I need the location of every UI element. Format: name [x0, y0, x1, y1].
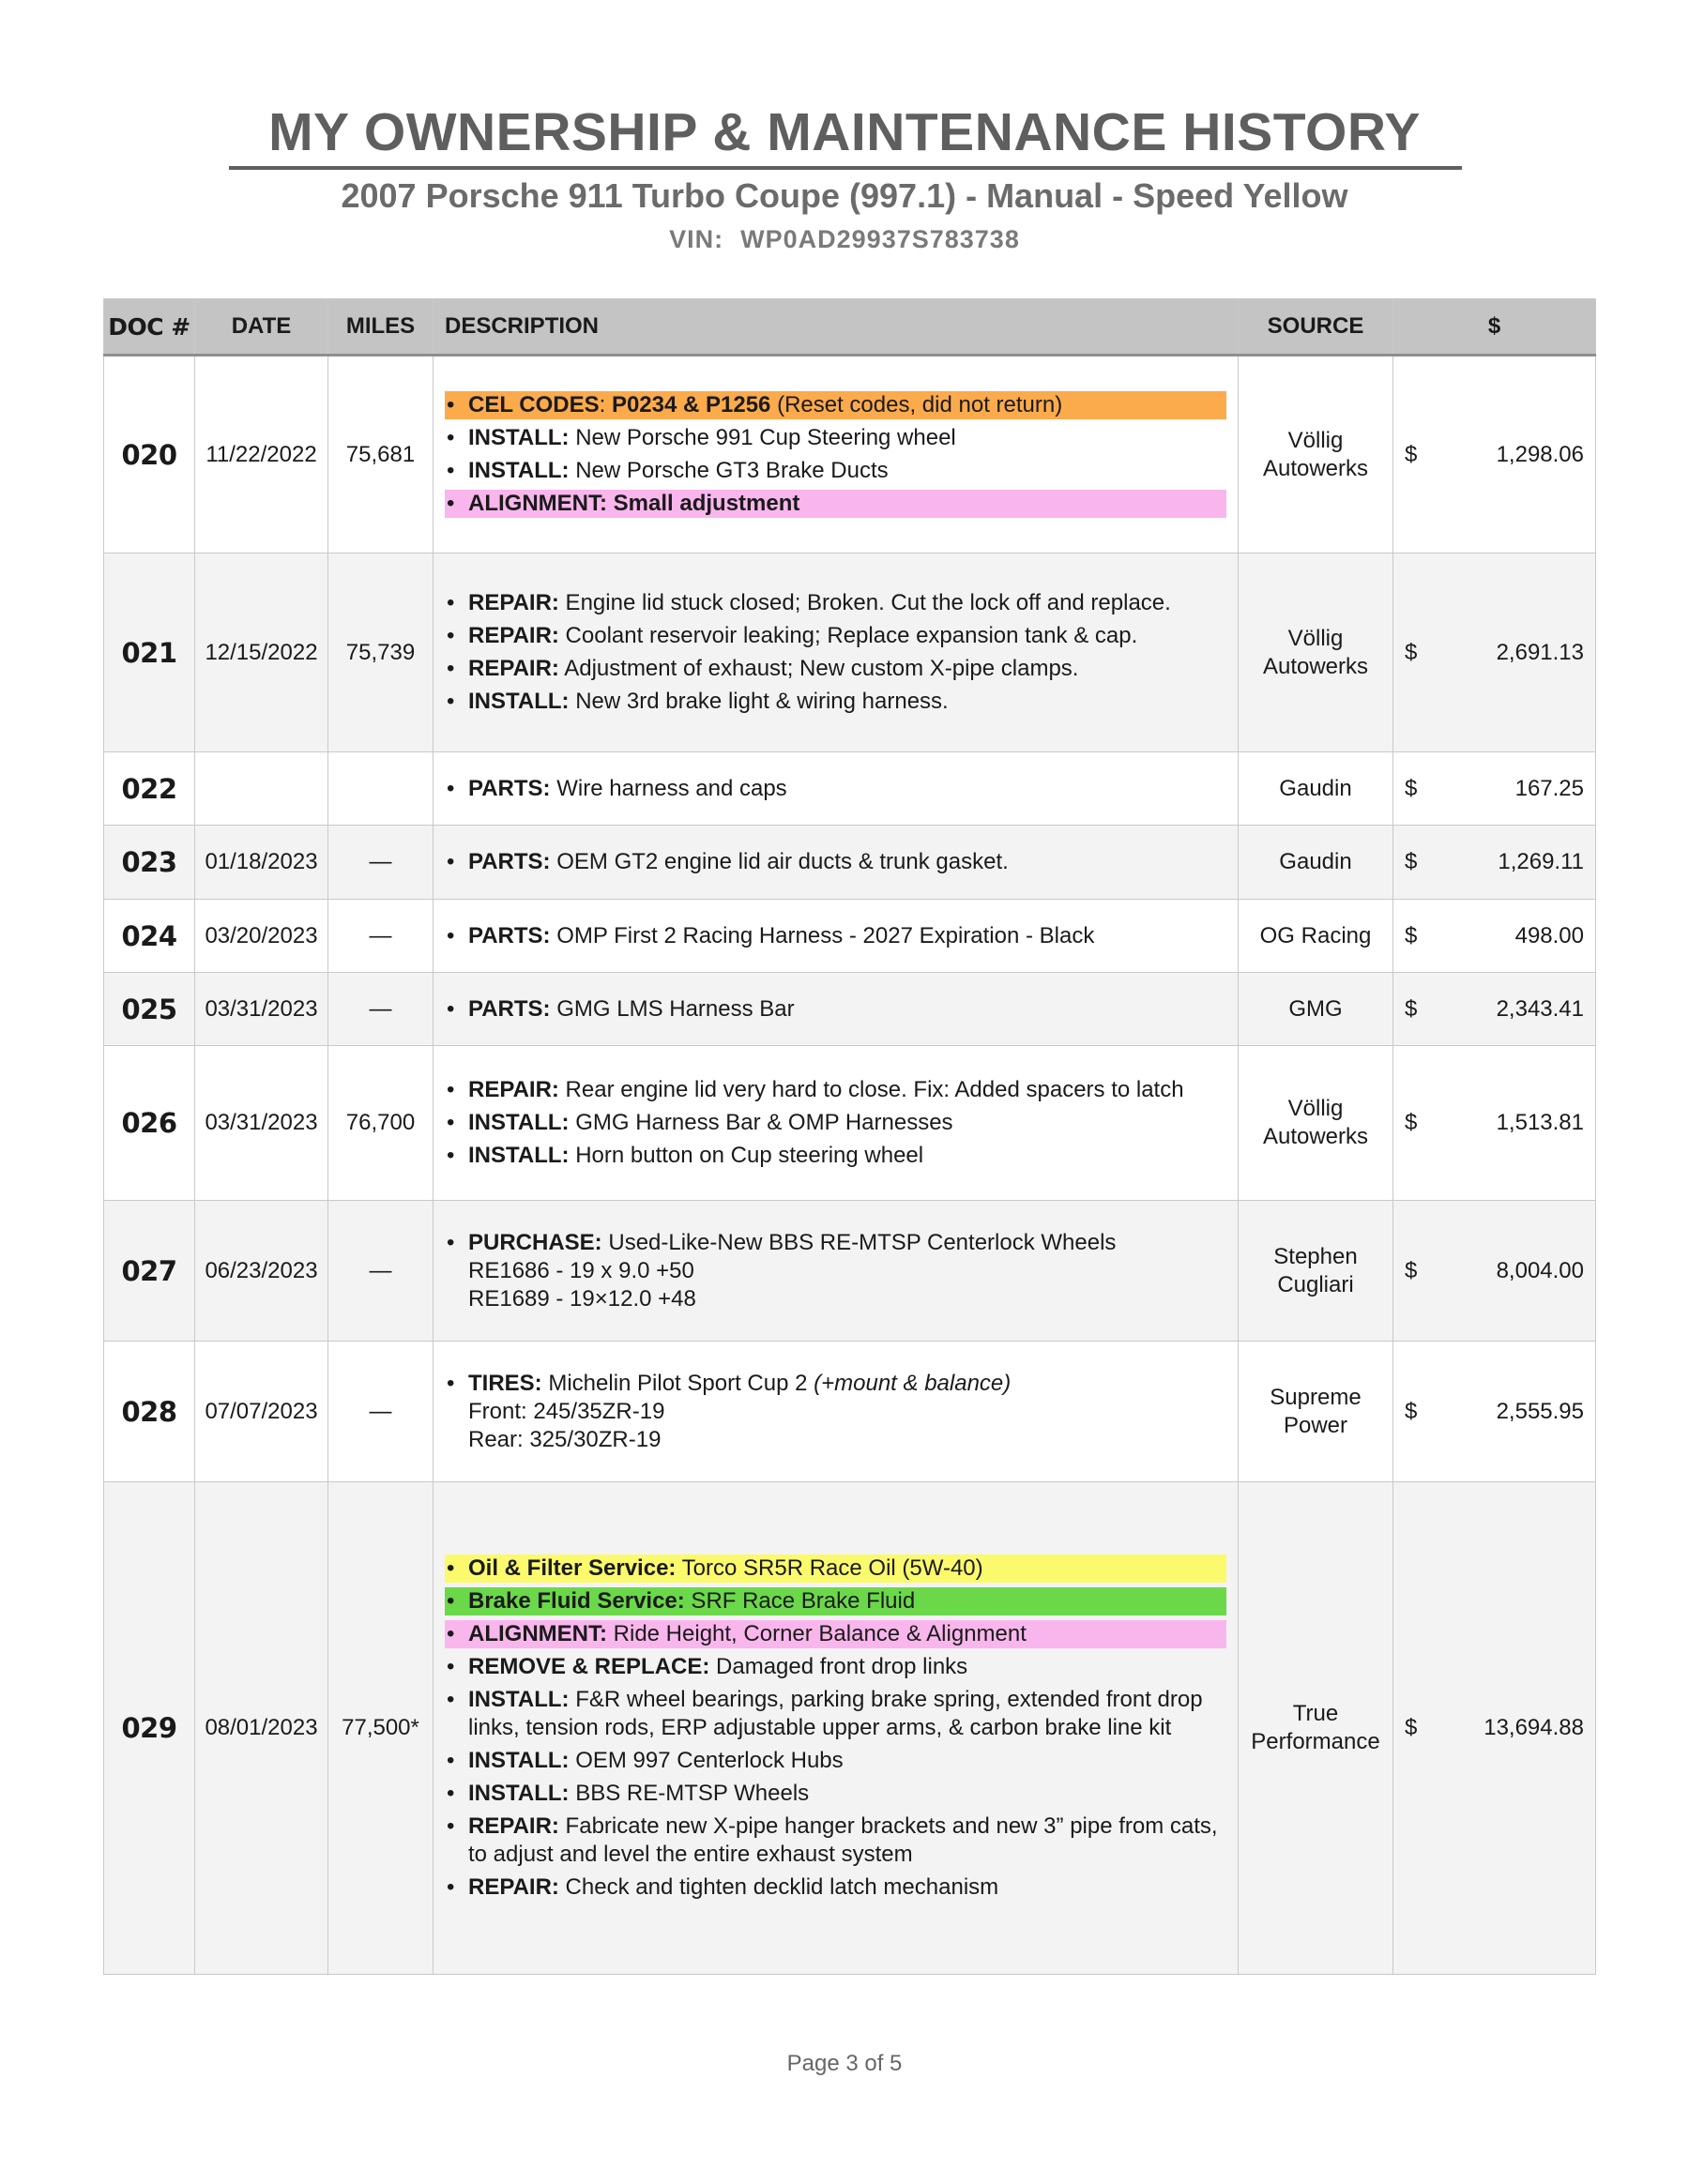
- item-label: PARTS:: [468, 775, 551, 801]
- description-item: [445, 1780, 1226, 1808]
- item-label: INSTALL:: [468, 458, 570, 483]
- currency-symbol: $: [1405, 922, 1418, 948]
- item-note: (Reset codes, did not return): [770, 392, 1063, 417]
- description-cell: [434, 900, 1239, 973]
- item-label: REMOVE & REPLACE:: [468, 1654, 710, 1679]
- item-continuation: Rear: 325/30ZR-19: [468, 1426, 662, 1452]
- item-text: New 3rd brake light & wiring harness.: [569, 689, 949, 714]
- amount-value: 8,004.00: [1496, 1257, 1584, 1283]
- description-item: [445, 922, 1226, 950]
- page-title: MY OWNERSHIP & MAINTENANCE HISTORY: [268, 102, 1421, 162]
- table-body: [104, 356, 1596, 1975]
- amount: [1405, 1110, 1584, 1136]
- service-date: 12/15/2022: [195, 554, 328, 752]
- doc-number: 025: [104, 973, 195, 1046]
- column-header-doc: DOC #: [104, 299, 195, 356]
- source-name: Performance: [1251, 1729, 1380, 1754]
- source-name: Völlig: [1287, 1096, 1344, 1121]
- currency-symbol: $: [1405, 1715, 1418, 1740]
- amount-value: 1,298.06: [1496, 441, 1584, 467]
- item-text: Damaged front drop links: [709, 1654, 968, 1679]
- odometer-miles: —: [328, 826, 434, 900]
- description-item: [445, 655, 1226, 683]
- item-label: Oil & Filter Service:: [468, 1555, 677, 1581]
- amount-value: 2,691.13: [1496, 639, 1584, 665]
- source-cell: [1239, 1342, 1393, 1482]
- item-label: INSTALL:: [468, 1781, 570, 1806]
- description-list: [445, 1370, 1226, 1454]
- item-label: PARTS:: [468, 922, 551, 948]
- vin-line: [0, 225, 1689, 254]
- doc-number: 023: [104, 826, 195, 900]
- item-text: Check and tighten decklid latch mechanism: [558, 1874, 999, 1900]
- amount: [1405, 996, 1584, 1023]
- item-text: Horn button on Cup steering wheel: [569, 1143, 924, 1168]
- description-item: [445, 775, 1226, 803]
- service-date: 07/07/2023: [195, 1342, 328, 1482]
- source-name: GMG: [1288, 995, 1343, 1022]
- doc-number: 024: [104, 900, 195, 973]
- description-item: [445, 1587, 1226, 1615]
- item-text: GMG LMS Harness Bar: [550, 995, 795, 1022]
- currency-symbol: $: [1405, 1257, 1418, 1283]
- description-item: [445, 1229, 1226, 1313]
- item-code: P0234 & P1256: [611, 392, 771, 417]
- table-row: [104, 973, 1596, 1046]
- description-list: [445, 848, 1226, 876]
- item-label: PURCHASE:: [468, 1229, 602, 1255]
- source-cell: [1239, 1201, 1393, 1342]
- source-cell: [1239, 1046, 1393, 1201]
- currency-symbol: $: [1405, 849, 1418, 874]
- description-list: [445, 775, 1226, 803]
- vin-value: WP0AD29937S783738: [740, 225, 1020, 253]
- amount-value: 13,694.88: [1484, 1715, 1584, 1740]
- amount-cell: [1393, 826, 1596, 900]
- item-text: Fabricate new X-pipe hanger brackets and new 3” pipe from cats,: [558, 1813, 1218, 1839]
- source-cell: [1239, 356, 1393, 554]
- description-cell: [434, 752, 1239, 826]
- amount-cell: [1393, 752, 1596, 826]
- source-name: Supreme: [1270, 1384, 1362, 1410]
- description-cell: [434, 973, 1239, 1046]
- amount: [1405, 849, 1584, 875]
- source-name: Autowerks: [1262, 653, 1369, 679]
- item-text: GMG Harness Bar & OMP Harnesses: [569, 1110, 953, 1135]
- item-text: Coolant reservoir leaking; Replace expansion tank & cap.: [558, 623, 1138, 648]
- currency-symbol: $: [1405, 639, 1418, 665]
- description-list: [445, 1076, 1226, 1170]
- item-text: F&R wheel bearings, parking brake spring, extended front drop: [569, 1687, 1203, 1712]
- description-item: [445, 848, 1226, 876]
- item-label: CEL CODES: [468, 392, 600, 417]
- doc-number: 021: [104, 554, 195, 752]
- description-cell: [434, 356, 1239, 554]
- description-item: [445, 457, 1226, 485]
- odometer-miles: —: [328, 900, 434, 973]
- amount-cell: [1393, 1046, 1596, 1201]
- description-item: [445, 1620, 1226, 1648]
- table-row: [104, 1046, 1596, 1201]
- odometer-miles: 76,700: [328, 1046, 434, 1201]
- item-continuation: to adjust and level the entire exhaust system: [468, 1842, 913, 1867]
- title-underline: [229, 166, 1462, 170]
- currency-symbol: $: [1405, 775, 1418, 801]
- currency-symbol: $: [1405, 1110, 1418, 1135]
- table-row: [104, 826, 1596, 900]
- item-text: Torco SR5R Race Oil (5W-40): [676, 1555, 983, 1581]
- description-item: [445, 1076, 1226, 1104]
- amount-value: 2,555.95: [1496, 1398, 1584, 1424]
- item-label: TIRES:: [468, 1370, 542, 1396]
- item-label: REPAIR:: [468, 656, 559, 681]
- amount-cell: [1393, 973, 1596, 1046]
- description-item: [445, 1370, 1226, 1454]
- item-note: (+mount & balance): [814, 1370, 1012, 1396]
- odometer-miles: —: [328, 1342, 434, 1482]
- item-text: Engine lid stuck closed; Broken. Cut the lock off and replace.: [558, 590, 1171, 615]
- source-name: OG Racing: [1259, 922, 1372, 948]
- item-text: :: [599, 392, 612, 417]
- doc-number: 022: [104, 752, 195, 826]
- item-label: INSTALL:: [468, 689, 570, 714]
- item-label: INSTALL:: [468, 1110, 570, 1135]
- description-item: [445, 424, 1226, 452]
- description-cell: [434, 1201, 1239, 1342]
- source-name: Völlig: [1287, 427, 1344, 453]
- amount-cell: [1393, 356, 1596, 554]
- maintenance-table: [103, 298, 1596, 1975]
- item-text: OEM 997 Centerlock Hubs: [569, 1748, 844, 1773]
- vin-label: VIN:: [669, 225, 724, 253]
- service-date: 06/23/2023: [195, 1201, 328, 1342]
- odometer-miles: 75,681: [328, 356, 434, 554]
- odometer-miles: 77,500*: [328, 1482, 434, 1975]
- item-label: INSTALL:: [468, 1687, 570, 1712]
- doc-number: 020: [104, 356, 195, 554]
- page-number: Page 3 of 5: [786, 2051, 903, 2076]
- amount: [1405, 1258, 1584, 1284]
- column-header-source: SOURCE: [1239, 299, 1393, 356]
- description-list: [445, 1229, 1226, 1313]
- odometer-miles: —: [328, 973, 434, 1046]
- description-cell: [434, 554, 1239, 752]
- item-continuation: RE1686 - 19 x 9.0 +50: [468, 1257, 694, 1283]
- description-list: [445, 1555, 1226, 1902]
- amount-cell: [1393, 900, 1596, 973]
- description-list: [445, 995, 1226, 1024]
- column-header-miles: MILES: [328, 299, 434, 356]
- item-text: Adjustment of exhaust; New custom X-pipe clamps.: [558, 656, 1079, 681]
- description-item: [445, 1873, 1226, 1902]
- currency-symbol: $: [1405, 441, 1418, 467]
- item-text: OEM GT2 engine lid air ducts & trunk gasket.: [550, 849, 1009, 874]
- description-item: [445, 688, 1226, 716]
- source-cell: [1239, 1482, 1393, 1975]
- item-label: REPAIR:: [468, 1874, 559, 1900]
- amount-value: 167.25: [1514, 775, 1584, 801]
- odometer-miles: [328, 752, 434, 826]
- amount-cell: [1393, 1342, 1596, 1482]
- item-continuation: Front: 245/35ZR-19: [468, 1398, 665, 1424]
- description-list: [445, 589, 1226, 716]
- amount: [1405, 640, 1584, 666]
- amount-cell: [1393, 554, 1596, 752]
- description-item: [445, 1686, 1226, 1742]
- source-name: Autowerks: [1262, 455, 1369, 481]
- item-label: Brake Fluid Service:: [468, 1588, 685, 1614]
- item-label: INSTALL:: [468, 1748, 570, 1773]
- item-label: REPAIR:: [468, 1077, 559, 1102]
- item-text: Used-Like-New BBS RE-MTSP Centerlock Wheels: [601, 1229, 1117, 1255]
- service-date: 08/01/2023: [195, 1482, 328, 1975]
- description-cell: [434, 1482, 1239, 1975]
- service-date: 01/18/2023: [195, 826, 328, 900]
- item-text: SRF Race Brake Fluid: [684, 1588, 916, 1614]
- description-cell: [434, 1046, 1239, 1201]
- item-label: PARTS:: [468, 995, 551, 1022]
- table-row: [104, 554, 1596, 752]
- table-header-row: [104, 299, 1596, 356]
- source-name: Autowerks: [1262, 1124, 1369, 1149]
- description-item: [445, 589, 1226, 617]
- amount: [1405, 923, 1584, 949]
- description-item: [445, 1109, 1226, 1137]
- item-text: Rear engine lid very hard to close. Fix: Added spacers to latch: [558, 1077, 1184, 1102]
- table-row: [104, 356, 1596, 554]
- description-cell: [434, 1342, 1239, 1482]
- description-list: [445, 922, 1226, 950]
- item-label: REPAIR:: [468, 623, 559, 648]
- item-label: PARTS:: [468, 849, 551, 874]
- amount: [1405, 1399, 1584, 1425]
- source-name: Völlig: [1287, 625, 1344, 651]
- item-text: Ride Height, Corner Balance & Alignment: [606, 1621, 1027, 1646]
- service-date: 03/20/2023: [195, 900, 328, 973]
- source-name: True: [1292, 1701, 1339, 1726]
- source-cell: [1239, 826, 1393, 900]
- currency-symbol: $: [1405, 995, 1418, 1022]
- item-label: REPAIR:: [468, 590, 559, 615]
- source-name: Gaudin: [1279, 849, 1352, 874]
- description-item: [445, 622, 1226, 650]
- description-item: [445, 995, 1226, 1024]
- table-row: [104, 1201, 1596, 1342]
- source-name: Stephen: [1273, 1243, 1358, 1269]
- item-text: Michelin Pilot Sport Cup 2: [541, 1370, 814, 1396]
- item-label: REPAIR:: [468, 1813, 559, 1839]
- description-item: [445, 1142, 1226, 1170]
- item-label: INSTALL:: [468, 425, 570, 450]
- service-date: 11/22/2022: [195, 356, 328, 554]
- amount-cell: [1393, 1201, 1596, 1342]
- description-cell: [434, 826, 1239, 900]
- item-label: INSTALL:: [468, 1143, 570, 1168]
- item-continuation: RE1689 - 19×12.0 +48: [468, 1285, 696, 1312]
- amount-value: 498.00: [1514, 922, 1584, 948]
- odometer-miles: 75,739: [328, 554, 434, 752]
- item-label: ALIGNMENT:: [468, 1621, 607, 1646]
- odometer-miles: —: [328, 1201, 434, 1342]
- description-item: [445, 391, 1226, 419]
- item-text: BBS RE-MTSP Wheels: [569, 1781, 810, 1806]
- service-date: [195, 752, 328, 826]
- source-cell: [1239, 752, 1393, 826]
- description-item: [445, 1747, 1226, 1775]
- column-header-date: DATE: [195, 299, 328, 356]
- item-continuation: links, tension rods, ERP adjustable upper arms, & carbon brake line kit: [468, 1715, 1172, 1740]
- table-row: [104, 1342, 1596, 1482]
- source-cell: [1239, 973, 1393, 1046]
- description-item: [445, 1812, 1226, 1869]
- amount: [1405, 1715, 1584, 1741]
- service-date: 03/31/2023: [195, 1046, 328, 1201]
- description-list: [445, 391, 1226, 518]
- item-label: ALIGNMENT: Small adjustment: [468, 491, 800, 516]
- amount-cell: [1393, 1482, 1596, 1975]
- amount-value: 2,343.41: [1496, 995, 1584, 1022]
- source-cell: [1239, 554, 1393, 752]
- source-name: Gaudin: [1279, 775, 1352, 801]
- doc-number: 029: [104, 1482, 195, 1975]
- amount-value: 1,513.81: [1496, 1110, 1584, 1135]
- description-item: [445, 1653, 1226, 1681]
- table-row: [104, 752, 1596, 826]
- item-text: New Porsche GT3 Brake Ducts: [569, 458, 889, 483]
- column-header-amount: $: [1393, 299, 1596, 356]
- amount-value: 1,269.11: [1498, 849, 1584, 874]
- source-cell: [1239, 900, 1393, 973]
- doc-number: 027: [104, 1201, 195, 1342]
- vehicle-subtitle: 2007 Porsche 911 Turbo Coupe (997.1) - Manual - Speed Yellow: [341, 176, 1348, 215]
- item-text: Wire harness and caps: [550, 775, 787, 801]
- source-name: Power: [1283, 1412, 1348, 1438]
- description-item: [445, 490, 1226, 518]
- description-item: [445, 1555, 1226, 1583]
- amount: [1405, 442, 1584, 468]
- item-text: New Porsche 991 Cup Steering wheel: [569, 425, 956, 450]
- column-header-description: DESCRIPTION: [434, 299, 1239, 356]
- table-row: [104, 900, 1596, 973]
- table-row: [104, 1482, 1596, 1975]
- doc-number: 026: [104, 1046, 195, 1201]
- doc-number: 028: [104, 1342, 195, 1482]
- source-name: Cugliari: [1277, 1271, 1354, 1297]
- item-text: OMP First 2 Racing Harness - 2027 Expiration - Black: [550, 922, 1095, 948]
- service-date: 03/31/2023: [195, 973, 328, 1046]
- currency-symbol: $: [1405, 1398, 1418, 1424]
- amount: [1405, 776, 1584, 802]
